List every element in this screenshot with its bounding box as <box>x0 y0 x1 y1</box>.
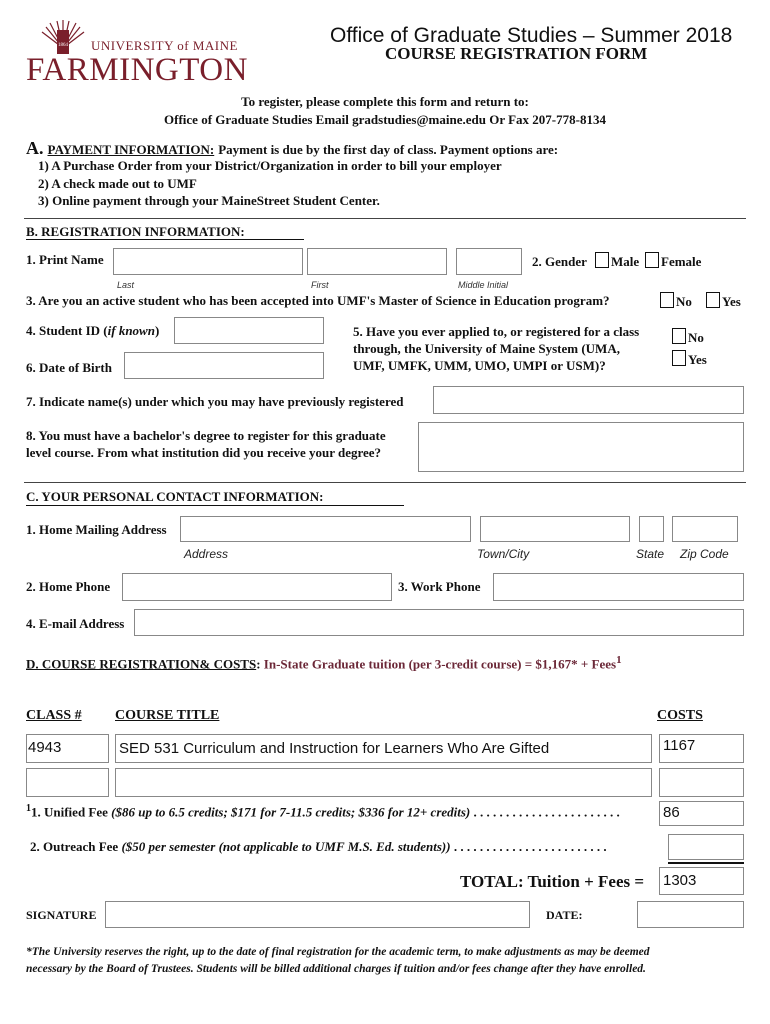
q5-no-checkbox[interactable] <box>672 328 686 344</box>
unified-fee-value: 86 <box>663 804 680 821</box>
footer-note-line-1: *The University reserves the right, up to the date of final registration for the academic term, to make adjustments as may be deemed <box>26 946 650 958</box>
caption-zip-code: Zip Code <box>680 547 729 561</box>
home-phone-field[interactable] <box>122 573 392 601</box>
section-d-heading <box>26 654 622 672</box>
umf-logo <box>26 18 246 90</box>
unified-fee-dots: . . . . . . . . . . . . . . . . . . . . . . . <box>473 804 620 820</box>
sunburst-seal-icon <box>38 18 88 56</box>
address-field[interactable] <box>180 516 471 542</box>
male-checkbox[interactable] <box>595 252 609 268</box>
logo-university-of-maine: UNIVERSITY of MAINE <box>91 38 238 53</box>
question-5-line-2: through, the University of Maine System (UMA, <box>353 341 620 356</box>
section-a-text: Payment is due by the first day of class. Payment options are: <box>218 142 559 157</box>
middle-initial-field[interactable] <box>456 248 522 275</box>
gender-label: 2. Gender <box>532 254 587 269</box>
unified-fee-detail: ($86 up to 6.5 credits; $171 for 7-11.5 credits; $336 for 12+ credits) <box>111 804 471 820</box>
zip-code-field[interactable] <box>672 516 738 542</box>
work-phone-field[interactable] <box>493 573 744 601</box>
q3-no-checkbox[interactable] <box>660 292 674 308</box>
page-title: Office of Graduate Studies – Summer 2018 <box>330 24 733 47</box>
home-address-label: 1. Home Mailing Address <box>26 522 167 537</box>
email-label: 4. E-mail Address <box>26 616 125 631</box>
signature-label: SIGNATURE <box>26 908 97 922</box>
q3-yes-checkbox[interactable] <box>706 292 720 308</box>
section-c-heading: C. YOUR PERSONAL CONTACT INFORMATION: <box>26 489 324 504</box>
col-class-number: CLASS # <box>26 708 82 723</box>
home-phone-label: 2. Home Phone <box>26 579 111 594</box>
male-label: Male <box>611 254 640 269</box>
col-course-title: COURSE TITLE <box>115 708 220 723</box>
state-field[interactable] <box>639 516 664 542</box>
q5-no-label: No <box>688 330 704 345</box>
section-a-title: PAYMENT INFORMATION: <box>47 142 215 157</box>
total-value: 1303 <box>663 872 697 889</box>
section-d-colon: : <box>256 656 261 672</box>
question-7: 7. Indicate name(s) under which you may have previously registered <box>26 394 404 409</box>
instructions-line-2: Office of Graduate Studies Email gradstudies@maine.edu Or Fax 207-778-8134 <box>164 112 606 127</box>
payment-option-3: 3) Online payment through your MaineStreet Student Center. <box>38 193 380 208</box>
unified-fee-label: 1. Unified Fee <box>31 804 108 820</box>
female-checkbox[interactable] <box>645 252 659 268</box>
unified-fee-line <box>26 803 620 820</box>
tuition-text: In-State Graduate tuition (per 3-credit course) = $1,167* + Fees <box>263 656 617 672</box>
student-id-label <box>26 323 159 339</box>
degree-institution-field[interactable] <box>418 422 744 472</box>
caption-middle: Middle Initial <box>458 280 509 290</box>
question-5-line-3: UMF, UMFK, UMM, UMO, UMPI or USM)? <box>353 358 606 373</box>
class-number-field[interactable] <box>26 768 109 797</box>
question-3: 3. Are you an active student who has been accepted into UMF's Master of Science in Education program? <box>26 293 610 308</box>
logo-farmington: FARMINGTON <box>26 52 248 88</box>
q5-yes-checkbox[interactable] <box>672 350 686 366</box>
form-subtitle: COURSE REGISTRATION FORM <box>385 44 648 63</box>
student-id-field[interactable] <box>174 317 324 344</box>
outreach-fee-dots: . . . . . . . . . . . . . . . . . . . . . . . . <box>453 839 607 854</box>
cost-value: 1167 <box>663 737 696 754</box>
last-name-field[interactable] <box>113 248 303 275</box>
q3-yes-label: Yes <box>722 294 741 309</box>
class-number-value: 4943 <box>28 739 62 756</box>
first-name-field[interactable] <box>307 248 447 275</box>
outreach-fee-line <box>30 839 607 855</box>
caption-first: First <box>311 280 329 290</box>
female-label: Female <box>661 254 702 269</box>
total-field[interactable] <box>659 867 744 895</box>
date-of-birth-label: 6. Date of Birth <box>26 360 112 375</box>
q5-yes-label: Yes <box>688 352 707 367</box>
section-a-letter: A. <box>26 138 44 158</box>
payment-option-1: 1) A Purchase Order from your District/Organization in order to bill your employer <box>38 158 502 173</box>
student-id-suffix: ) <box>154 323 160 338</box>
email-field[interactable] <box>134 609 744 636</box>
payment-option-2: 2) A check made out to UMF <box>38 176 197 191</box>
instructions-line-1: To register, please complete this form and return to: <box>241 94 529 109</box>
question-8-line-2: level course. From what institution did you receive your degree? <box>26 445 382 460</box>
question-8-line-1: 8. You must have a bachelor's degree to register for this graduate <box>26 428 386 443</box>
outreach-fee-detail: ($50 per semester (not applicable to UMF M.S. Ed. students)) <box>121 839 451 854</box>
section-d-title: D. COURSE REGISTRATION& COSTS <box>26 656 257 672</box>
divider <box>24 482 746 483</box>
signature-field[interactable] <box>105 901 530 928</box>
question-5-line-1: 5. Have you ever applied to, or registered for a class <box>353 324 640 339</box>
date-label: DATE: <box>546 908 583 922</box>
caption-town-city: Town/City <box>477 547 530 561</box>
footer-note-line-2: necessary by the Board of Trustees. Students will be billed additional charges if tuition and/or fees change after they have enrolled. <box>26 963 646 975</box>
cost-field[interactable] <box>659 768 744 797</box>
section-b-heading: B. REGISTRATION INFORMATION: <box>26 224 245 239</box>
outreach-fee-label: 2. Outreach Fee <box>30 839 119 854</box>
course-title-field[interactable] <box>115 768 652 797</box>
section-b-underline <box>26 239 304 240</box>
tuition-fee-superscript: 1 <box>616 654 622 666</box>
town-city-field[interactable] <box>480 516 630 542</box>
divider <box>24 218 746 219</box>
caption-state: State <box>636 547 665 561</box>
class-number-field[interactable] <box>26 734 109 763</box>
section-a-heading <box>26 138 558 159</box>
section-c-underline <box>26 505 404 506</box>
total-rule <box>668 862 744 864</box>
date-of-birth-field[interactable] <box>124 352 324 379</box>
student-id-prefix: 4. Student ID ( <box>26 323 108 338</box>
outreach-fee-field[interactable] <box>668 834 744 860</box>
unified-fee-field[interactable] <box>659 801 744 826</box>
seal-text: 1864 <box>58 43 68 48</box>
work-phone-label: 3. Work Phone <box>398 579 481 594</box>
student-id-italic: if known <box>107 323 155 338</box>
previous-names-field[interactable] <box>433 386 744 414</box>
col-costs: COSTS <box>657 708 703 723</box>
unified-fee-superscript: 1 <box>26 803 31 814</box>
date-field[interactable] <box>637 901 744 928</box>
total-label: TOTAL: Tuition + Fees = <box>460 872 645 891</box>
course-title-field[interactable] <box>115 734 652 763</box>
cost-field[interactable] <box>659 734 744 763</box>
q3-no-label: No <box>676 294 692 309</box>
course-title-value: SED 531 Curriculum and Instruction for Learners Who Are Gifted <box>119 740 550 757</box>
caption-address: Address <box>184 547 229 561</box>
caption-last: Last <box>117 280 135 290</box>
print-name-label: 1. Print Name <box>26 252 104 267</box>
